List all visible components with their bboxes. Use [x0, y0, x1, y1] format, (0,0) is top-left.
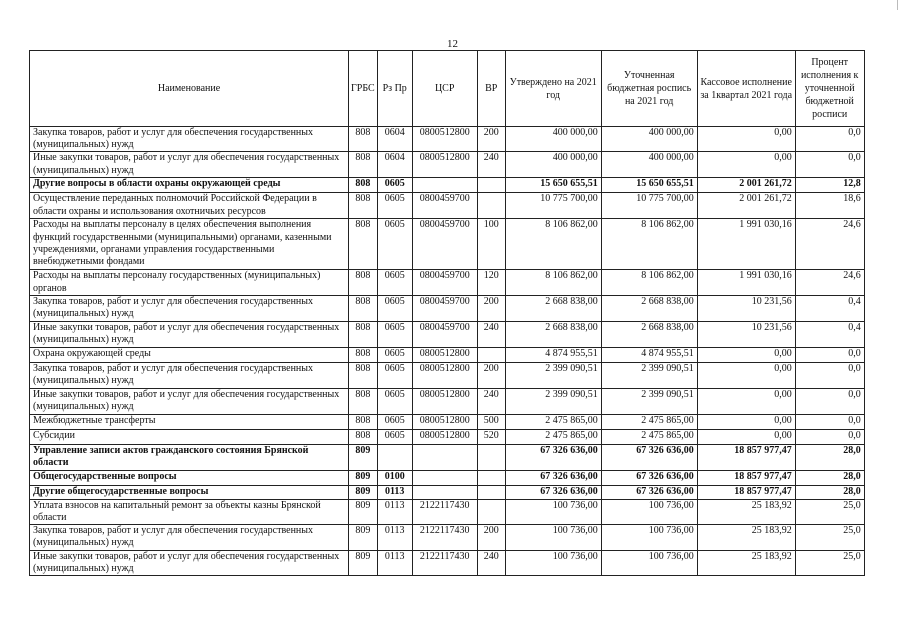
row-grbs: 808 [349, 219, 378, 270]
row-grbs: 808 [349, 178, 378, 193]
row-percent: 0,0 [795, 414, 864, 429]
row-name: Закупка товаров, работ и услуг для обеспечения государственных (муниципальных) нужд [30, 295, 349, 321]
row-csr: 2122117430 [412, 550, 477, 575]
row-refined: 400 000,00 [601, 127, 697, 152]
row-csr [412, 470, 477, 485]
row-approved: 67 326 636,00 [505, 470, 601, 485]
row-percent: 28,0 [795, 444, 864, 470]
row-approved: 67 326 636,00 [505, 444, 601, 470]
row-cash: 25 183,92 [697, 499, 795, 524]
row-name: Закупка товаров, работ и услуг для обеспечения государственных (муниципальных) нужд [30, 362, 349, 388]
row-rzpr: 0100 [377, 470, 412, 485]
row-csr: 0800512800 [412, 362, 477, 388]
row-approved: 2 475 865,00 [505, 414, 601, 429]
table-row [30, 429, 865, 444]
row-refined: 15 650 655,51 [601, 178, 697, 193]
row-cash: 25 183,92 [697, 525, 795, 550]
row-grbs: 808 [349, 414, 378, 429]
row-percent: 0,0 [795, 127, 864, 152]
row-vr: 200 [477, 127, 505, 152]
row-rzpr: 0605 [377, 429, 412, 444]
row-name: Иные закупки товаров, работ и услуг для обеспечения государственных (муниципальных) нужд [30, 152, 349, 178]
row-csr: 0800459700 [412, 270, 477, 295]
row-rzpr: 0605 [377, 321, 412, 347]
row-vr [477, 178, 505, 193]
row-vr: 240 [477, 152, 505, 178]
row-grbs: 809 [349, 444, 378, 470]
col-header-rzpr: Рз Пр [377, 51, 412, 127]
row-cash: 0,00 [697, 388, 795, 414]
col-header-grbs: ГРБС [349, 51, 378, 127]
row-approved: 2 399 090,51 [505, 362, 601, 388]
row-name: Иные закупки товаров, работ и услуг для обеспечения государственных (муниципальных) нужд [30, 388, 349, 414]
row-grbs: 809 [349, 485, 378, 499]
row-approved: 67 326 636,00 [505, 485, 601, 499]
row-name: Межбюджетные трансферты [30, 414, 349, 429]
row-approved: 2 668 838,00 [505, 321, 601, 347]
table-row [30, 388, 865, 414]
row-cash: 18 857 977,47 [697, 470, 795, 485]
row-vr: 240 [477, 550, 505, 575]
row-rzpr: 0113 [377, 499, 412, 524]
row-rzpr: 0605 [377, 347, 412, 362]
row-percent: 25,0 [795, 550, 864, 575]
row-vr [477, 347, 505, 362]
row-cash: 25 183,92 [697, 550, 795, 575]
row-vr: 520 [477, 429, 505, 444]
row-cash: 0,00 [697, 414, 795, 429]
row-refined: 400 000,00 [601, 152, 697, 178]
row-percent: 0,4 [795, 321, 864, 347]
row-vr [477, 499, 505, 524]
row-name: Иные закупки товаров, работ и услуг для обеспечения государственных (муниципальных) нужд [30, 550, 349, 575]
row-grbs: 808 [349, 295, 378, 321]
row-name: Общегосударственные вопросы [30, 470, 349, 485]
row-refined: 2 475 865,00 [601, 414, 697, 429]
row-refined: 67 326 636,00 [601, 470, 697, 485]
row-vr [477, 470, 505, 485]
row-cash: 1 991 030,16 [697, 270, 795, 295]
row-percent: 0,0 [795, 388, 864, 414]
col-header-refined: Уточненная бюджетная роспись на 2021 год [601, 51, 697, 127]
row-refined: 8 106 862,00 [601, 270, 697, 295]
row-cash: 10 231,56 [697, 295, 795, 321]
row-refined: 2 475 865,00 [601, 429, 697, 444]
row-vr: 200 [477, 525, 505, 550]
row-approved: 2 475 865,00 [505, 429, 601, 444]
row-grbs: 808 [349, 347, 378, 362]
row-cash: 18 857 977,47 [697, 485, 795, 499]
row-cash: 0,00 [697, 429, 795, 444]
row-csr: 2122117430 [412, 499, 477, 524]
row-grbs: 808 [349, 362, 378, 388]
row-csr: 0800512800 [412, 347, 477, 362]
row-rzpr: 0604 [377, 152, 412, 178]
col-header-vr: ВР [477, 51, 505, 127]
row-refined: 2 668 838,00 [601, 321, 697, 347]
row-grbs: 809 [349, 470, 378, 485]
row-percent: 25,0 [795, 525, 864, 550]
table-body [30, 127, 865, 576]
row-grbs: 808 [349, 321, 378, 347]
row-grbs: 808 [349, 152, 378, 178]
row-percent: 0,4 [795, 295, 864, 321]
table-row [30, 470, 865, 485]
row-percent: 0,0 [795, 152, 864, 178]
row-csr [412, 444, 477, 470]
row-vr: 120 [477, 270, 505, 295]
row-rzpr: 0113 [377, 550, 412, 575]
row-vr [477, 444, 505, 470]
row-name: Другие вопросы в области охраны окружающей среды [30, 178, 349, 193]
row-csr [412, 178, 477, 193]
table-row [30, 444, 865, 470]
row-name: Осуществление переданных полномочий Российской Федерации в области охраны и использования охотничьих ресурсов [30, 193, 349, 219]
row-approved: 400 000,00 [505, 152, 601, 178]
row-percent: 28,0 [795, 485, 864, 499]
row-rzpr [377, 444, 412, 470]
header-row [30, 51, 865, 127]
row-grbs: 809 [349, 550, 378, 575]
row-rzpr: 0113 [377, 485, 412, 499]
row-approved: 8 106 862,00 [505, 219, 601, 270]
row-cash: 18 857 977,47 [697, 444, 795, 470]
col-header-approved: Утверждено на 2021 год [505, 51, 601, 127]
row-refined: 67 326 636,00 [601, 444, 697, 470]
row-approved: 4 874 955,51 [505, 347, 601, 362]
table-row [30, 178, 865, 193]
row-approved: 2 399 090,51 [505, 388, 601, 414]
row-refined: 10 775 700,00 [601, 193, 697, 219]
row-refined: 2 668 838,00 [601, 295, 697, 321]
row-grbs: 809 [349, 525, 378, 550]
row-csr: 2122117430 [412, 525, 477, 550]
row-rzpr: 0605 [377, 193, 412, 219]
row-csr: 0800459700 [412, 219, 477, 270]
row-csr: 0800512800 [412, 414, 477, 429]
row-name: Управление записи актов гражданского состояния Брянской области [30, 444, 349, 470]
row-vr [477, 485, 505, 499]
row-grbs: 808 [349, 127, 378, 152]
table-row [30, 193, 865, 219]
row-percent: 28,0 [795, 470, 864, 485]
table-row [30, 414, 865, 429]
table-row [30, 362, 865, 388]
row-name: Расходы на выплаты персоналу в целях обеспечения выполнения функций государственными (муниципальными) органами, казенными учреждениями, органами управления государственными внебюджетными фондами [30, 219, 349, 270]
row-csr: 0800512800 [412, 429, 477, 444]
row-percent: 24,6 [795, 219, 864, 270]
table-row [30, 270, 865, 295]
row-name: Расходы на выплаты персоналу государственных (муниципальных) органов [30, 270, 349, 295]
row-grbs: 809 [349, 499, 378, 524]
row-percent: 0,0 [795, 347, 864, 362]
table-row [30, 347, 865, 362]
row-percent: 24,6 [795, 270, 864, 295]
row-rzpr: 0605 [377, 178, 412, 193]
row-name: Закупка товаров, работ и услуг для обеспечения государственных (муниципальных) нужд [30, 525, 349, 550]
row-vr: 100 [477, 219, 505, 270]
row-name: Субсидии [30, 429, 349, 444]
row-percent: 0,0 [795, 429, 864, 444]
edge-mark [897, 0, 898, 10]
table-row [30, 550, 865, 575]
row-cash: 0,00 [697, 152, 795, 178]
col-header-percent: Процент исполнения к уточненной бюджетной росписи [795, 51, 864, 127]
row-approved: 8 106 862,00 [505, 270, 601, 295]
row-approved: 15 650 655,51 [505, 178, 601, 193]
row-approved: 10 775 700,00 [505, 193, 601, 219]
row-approved: 100 736,00 [505, 525, 601, 550]
row-refined: 2 399 090,51 [601, 388, 697, 414]
row-vr: 200 [477, 362, 505, 388]
row-approved: 400 000,00 [505, 127, 601, 152]
row-cash: 1 991 030,16 [697, 219, 795, 270]
table-row [30, 219, 865, 270]
row-rzpr: 0605 [377, 414, 412, 429]
row-rzpr: 0605 [377, 270, 412, 295]
row-percent: 0,0 [795, 362, 864, 388]
row-rzpr: 0113 [377, 525, 412, 550]
row-refined: 100 736,00 [601, 525, 697, 550]
row-refined: 67 326 636,00 [601, 485, 697, 499]
row-approved: 100 736,00 [505, 499, 601, 524]
row-name: Другие общегосударственные вопросы [30, 485, 349, 499]
row-refined: 8 106 862,00 [601, 219, 697, 270]
table-row [30, 525, 865, 550]
table-row [30, 499, 865, 524]
row-rzpr: 0604 [377, 127, 412, 152]
row-name: Охрана окружающей среды [30, 347, 349, 362]
row-cash: 2 001 261,72 [697, 193, 795, 219]
row-cash: 0,00 [697, 347, 795, 362]
row-rzpr: 0605 [377, 219, 412, 270]
row-rzpr: 0605 [377, 295, 412, 321]
table-row [30, 127, 865, 152]
row-grbs: 808 [349, 388, 378, 414]
table-row [30, 152, 865, 178]
row-name: Уплата взносов на капитальный ремонт за объекты казны Брянской области [30, 499, 349, 524]
row-refined: 100 736,00 [601, 550, 697, 575]
table-row [30, 485, 865, 499]
col-header-csr: ЦСР [412, 51, 477, 127]
row-percent: 18,6 [795, 193, 864, 219]
row-cash: 10 231,56 [697, 321, 795, 347]
row-cash: 2 001 261,72 [697, 178, 795, 193]
row-approved: 100 736,00 [505, 550, 601, 575]
budget-table [29, 50, 865, 576]
table-row [30, 321, 865, 347]
row-csr: 0800512800 [412, 152, 477, 178]
row-vr: 240 [477, 321, 505, 347]
row-vr [477, 193, 505, 219]
row-name: Закупка товаров, работ и услуг для обеспечения государственных (муниципальных) нужд [30, 127, 349, 152]
row-vr: 200 [477, 295, 505, 321]
row-csr: 0800512800 [412, 388, 477, 414]
row-refined: 100 736,00 [601, 499, 697, 524]
row-csr: 0800512800 [412, 127, 477, 152]
row-grbs: 808 [349, 270, 378, 295]
row-vr: 500 [477, 414, 505, 429]
row-grbs: 808 [349, 429, 378, 444]
row-csr: 0800459700 [412, 321, 477, 347]
row-name: Иные закупки товаров, работ и услуг для обеспечения государственных (муниципальных) нужд [30, 321, 349, 347]
row-percent: 12,8 [795, 178, 864, 193]
row-refined: 2 399 090,51 [601, 362, 697, 388]
row-refined: 4 874 955,51 [601, 347, 697, 362]
row-csr: 0800459700 [412, 295, 477, 321]
table-row [30, 295, 865, 321]
row-vr: 240 [477, 388, 505, 414]
row-rzpr: 0605 [377, 388, 412, 414]
row-csr [412, 485, 477, 499]
row-csr: 0800459700 [412, 193, 477, 219]
row-cash: 0,00 [697, 362, 795, 388]
row-grbs: 808 [349, 193, 378, 219]
col-header-name: Наименование [30, 51, 349, 127]
page-number: 12 [447, 38, 458, 50]
row-cash: 0,00 [697, 127, 795, 152]
row-rzpr: 0605 [377, 362, 412, 388]
row-percent: 25,0 [795, 499, 864, 524]
col-header-cash: Кассовое исполнение за 1квартал 2021 года [697, 51, 795, 127]
row-approved: 2 668 838,00 [505, 295, 601, 321]
